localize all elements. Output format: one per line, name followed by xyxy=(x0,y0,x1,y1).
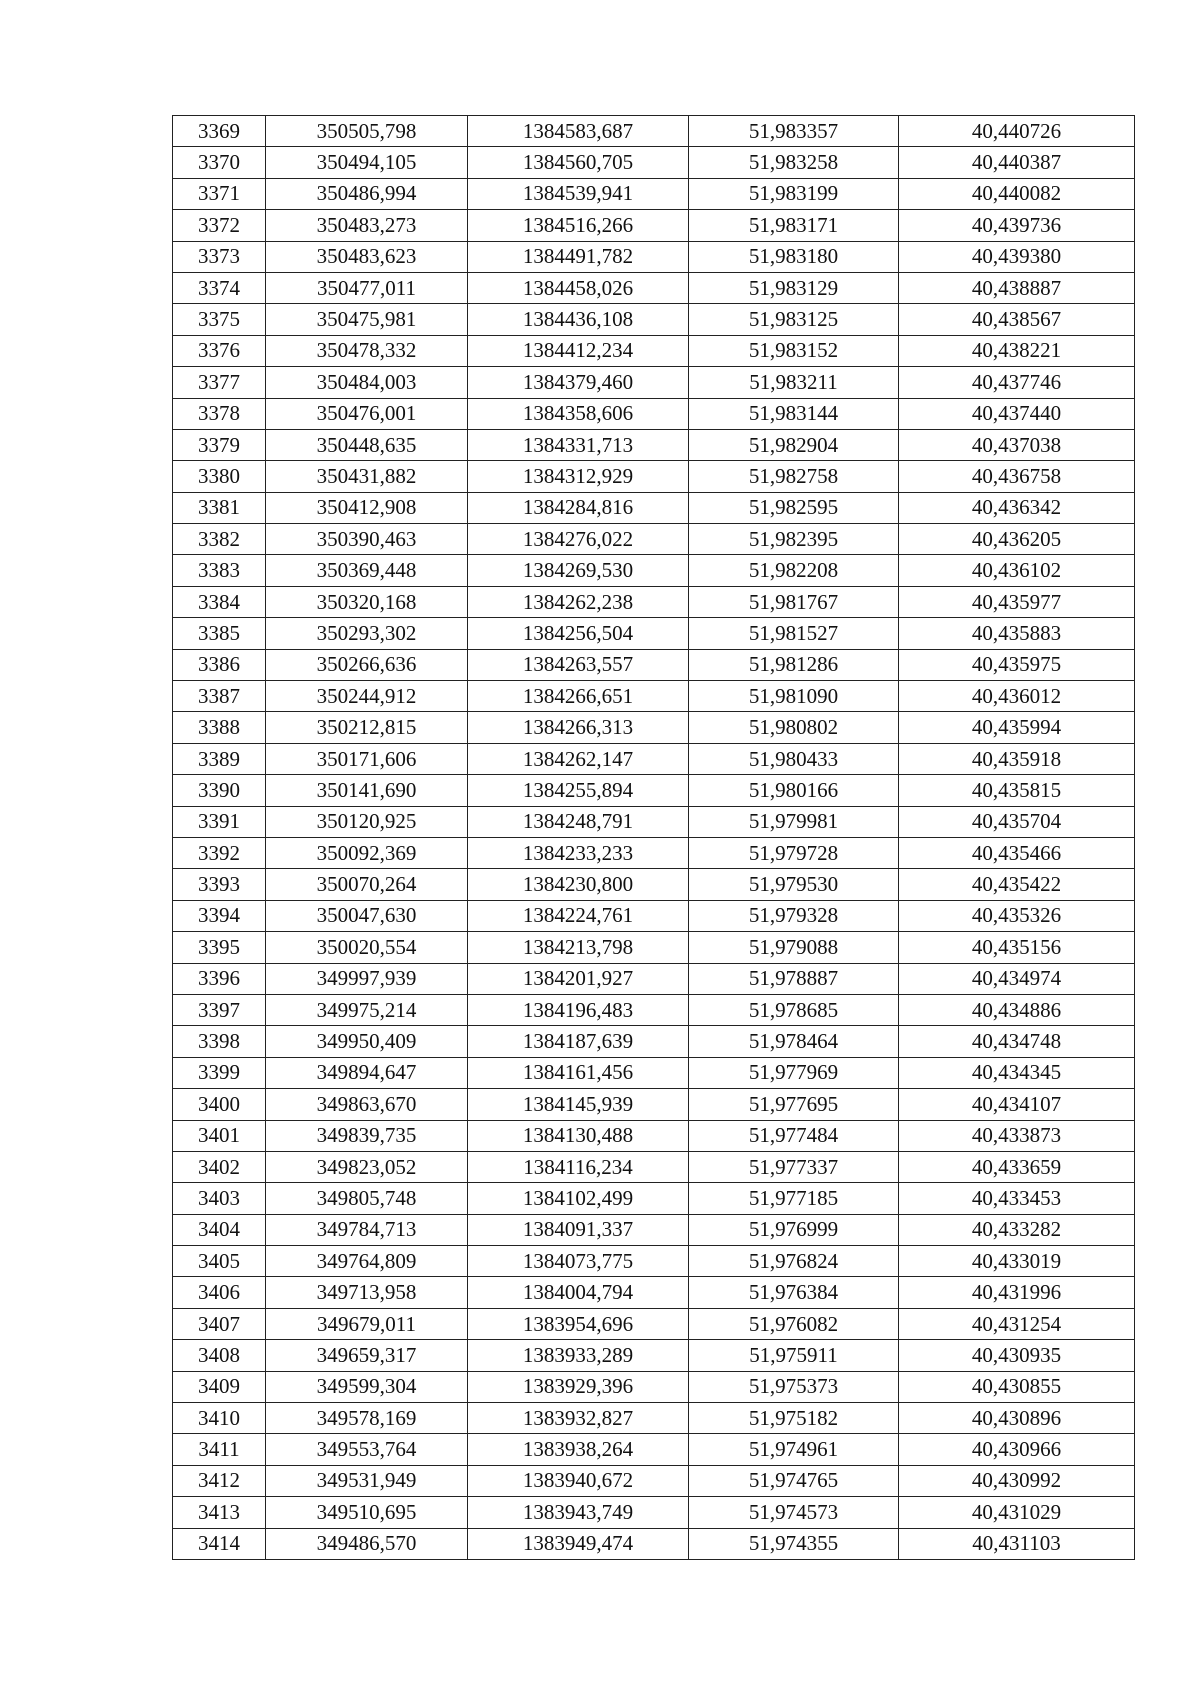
x-coordinate-cell: 350120,925 xyxy=(266,806,468,837)
y-coordinate-cell: 1384255,894 xyxy=(468,775,689,806)
latitude-cell: 51,978464 xyxy=(689,1026,899,1057)
longitude-cell: 40,430855 xyxy=(899,1371,1135,1402)
point-number-cell: 3375 xyxy=(173,304,266,335)
latitude-cell: 51,982904 xyxy=(689,429,899,460)
table-row xyxy=(173,775,1135,806)
longitude-cell: 40,430992 xyxy=(899,1465,1135,1496)
x-coordinate-cell: 350483,623 xyxy=(266,241,468,272)
y-coordinate-cell: 1384233,233 xyxy=(468,837,689,868)
point-number-cell: 3382 xyxy=(173,524,266,555)
y-coordinate-cell: 1384516,266 xyxy=(468,210,689,241)
y-coordinate-cell: 1384312,929 xyxy=(468,461,689,492)
table-row xyxy=(173,681,1135,712)
point-number-cell: 3374 xyxy=(173,272,266,303)
table-row xyxy=(173,837,1135,868)
point-number-cell: 3376 xyxy=(173,335,266,366)
point-number-cell: 3403 xyxy=(173,1183,266,1214)
y-coordinate-cell: 1384491,782 xyxy=(468,241,689,272)
y-coordinate-cell: 1384224,761 xyxy=(468,900,689,931)
x-coordinate-cell: 350244,912 xyxy=(266,681,468,712)
latitude-cell: 51,981527 xyxy=(689,618,899,649)
longitude-cell: 40,434974 xyxy=(899,963,1135,994)
longitude-cell: 40,435466 xyxy=(899,837,1135,868)
point-number-cell: 3410 xyxy=(173,1403,266,1434)
x-coordinate-cell: 349510,695 xyxy=(266,1497,468,1528)
y-coordinate-cell: 1384004,794 xyxy=(468,1277,689,1308)
point-number-cell: 3400 xyxy=(173,1089,266,1120)
x-coordinate-cell: 349997,939 xyxy=(266,963,468,994)
point-number-cell: 3373 xyxy=(173,241,266,272)
longitude-cell: 40,440082 xyxy=(899,178,1135,209)
point-number-cell: 3388 xyxy=(173,712,266,743)
longitude-cell: 40,433659 xyxy=(899,1151,1135,1182)
latitude-cell: 51,983129 xyxy=(689,272,899,303)
latitude-cell: 51,977969 xyxy=(689,1057,899,1088)
longitude-cell: 40,437038 xyxy=(899,429,1135,460)
y-coordinate-cell: 1384331,713 xyxy=(468,429,689,460)
table-row xyxy=(173,524,1135,555)
y-coordinate-cell: 1384091,337 xyxy=(468,1214,689,1245)
table-row xyxy=(173,178,1135,209)
longitude-cell: 40,440726 xyxy=(899,116,1135,147)
longitude-cell: 40,433282 xyxy=(899,1214,1135,1245)
longitude-cell: 40,434345 xyxy=(899,1057,1135,1088)
table-row xyxy=(173,1120,1135,1151)
x-coordinate-cell: 350412,908 xyxy=(266,492,468,523)
latitude-cell: 51,979728 xyxy=(689,837,899,868)
y-coordinate-cell: 1384102,499 xyxy=(468,1183,689,1214)
table-row xyxy=(173,932,1135,963)
latitude-cell: 51,975373 xyxy=(689,1371,899,1402)
longitude-cell: 40,431103 xyxy=(899,1528,1135,1559)
table-row xyxy=(173,1434,1135,1465)
latitude-cell: 51,982595 xyxy=(689,492,899,523)
table-row xyxy=(173,555,1135,586)
table-row xyxy=(173,1246,1135,1277)
x-coordinate-cell: 350171,606 xyxy=(266,743,468,774)
table-row xyxy=(173,1151,1135,1182)
y-coordinate-cell: 1384161,456 xyxy=(468,1057,689,1088)
longitude-cell: 40,434886 xyxy=(899,994,1135,1025)
y-coordinate-cell: 1384230,800 xyxy=(468,869,689,900)
point-number-cell: 3412 xyxy=(173,1465,266,1496)
x-coordinate-cell: 349863,670 xyxy=(266,1089,468,1120)
latitude-cell: 51,981286 xyxy=(689,649,899,680)
y-coordinate-cell: 1384248,791 xyxy=(468,806,689,837)
table-row xyxy=(173,1340,1135,1371)
point-number-cell: 3379 xyxy=(173,429,266,460)
point-number-cell: 3391 xyxy=(173,806,266,837)
longitude-cell: 40,434107 xyxy=(899,1089,1135,1120)
point-number-cell: 3401 xyxy=(173,1120,266,1151)
latitude-cell: 51,982758 xyxy=(689,461,899,492)
table-row xyxy=(173,649,1135,680)
longitude-cell: 40,436102 xyxy=(899,555,1135,586)
point-number-cell: 3411 xyxy=(173,1434,266,1465)
point-number-cell: 3389 xyxy=(173,743,266,774)
longitude-cell: 40,433019 xyxy=(899,1246,1135,1277)
latitude-cell: 51,979328 xyxy=(689,900,899,931)
y-coordinate-cell: 1384262,147 xyxy=(468,743,689,774)
latitude-cell: 51,977484 xyxy=(689,1120,899,1151)
latitude-cell: 51,976999 xyxy=(689,1214,899,1245)
latitude-cell: 51,983180 xyxy=(689,241,899,272)
longitude-cell: 40,435326 xyxy=(899,900,1135,931)
x-coordinate-cell: 349950,409 xyxy=(266,1026,468,1057)
longitude-cell: 40,437440 xyxy=(899,398,1135,429)
x-coordinate-cell: 350475,981 xyxy=(266,304,468,335)
x-coordinate-cell: 350266,636 xyxy=(266,649,468,680)
longitude-cell: 40,435883 xyxy=(899,618,1135,649)
longitude-cell: 40,436342 xyxy=(899,492,1135,523)
table-row xyxy=(173,1371,1135,1402)
point-number-cell: 3380 xyxy=(173,461,266,492)
latitude-cell: 51,983357 xyxy=(689,116,899,147)
latitude-cell: 51,978685 xyxy=(689,994,899,1025)
y-coordinate-cell: 1384187,639 xyxy=(468,1026,689,1057)
table-row xyxy=(173,994,1135,1025)
longitude-cell: 40,439380 xyxy=(899,241,1135,272)
x-coordinate-cell: 350476,001 xyxy=(266,398,468,429)
longitude-cell: 40,435156 xyxy=(899,932,1135,963)
y-coordinate-cell: 1384073,775 xyxy=(468,1246,689,1277)
longitude-cell: 40,435704 xyxy=(899,806,1135,837)
y-coordinate-cell: 1384266,313 xyxy=(468,712,689,743)
longitude-cell: 40,431996 xyxy=(899,1277,1135,1308)
latitude-cell: 51,976082 xyxy=(689,1308,899,1339)
latitude-cell: 51,977695 xyxy=(689,1089,899,1120)
latitude-cell: 51,983171 xyxy=(689,210,899,241)
y-coordinate-cell: 1384358,606 xyxy=(468,398,689,429)
point-number-cell: 3398 xyxy=(173,1026,266,1057)
table-row xyxy=(173,869,1135,900)
table-row xyxy=(173,1497,1135,1528)
x-coordinate-cell: 350320,168 xyxy=(266,586,468,617)
point-number-cell: 3395 xyxy=(173,932,266,963)
x-coordinate-cell: 349713,958 xyxy=(266,1277,468,1308)
point-number-cell: 3387 xyxy=(173,681,266,712)
x-coordinate-cell: 350390,463 xyxy=(266,524,468,555)
x-coordinate-cell: 350293,302 xyxy=(266,618,468,649)
latitude-cell: 51,983152 xyxy=(689,335,899,366)
y-coordinate-cell: 1384256,504 xyxy=(468,618,689,649)
latitude-cell: 51,983199 xyxy=(689,178,899,209)
y-coordinate-cell: 1384130,488 xyxy=(468,1120,689,1151)
point-number-cell: 3407 xyxy=(173,1308,266,1339)
table-row xyxy=(173,335,1135,366)
point-number-cell: 3377 xyxy=(173,367,266,398)
table-row xyxy=(173,116,1135,147)
point-number-cell: 3404 xyxy=(173,1214,266,1245)
table-row xyxy=(173,241,1135,272)
point-number-cell: 3405 xyxy=(173,1246,266,1277)
latitude-cell: 51,974355 xyxy=(689,1528,899,1559)
y-coordinate-cell: 1384262,238 xyxy=(468,586,689,617)
longitude-cell: 40,439736 xyxy=(899,210,1135,241)
longitude-cell: 40,435977 xyxy=(899,586,1135,617)
point-number-cell: 3369 xyxy=(173,116,266,147)
table-row xyxy=(173,963,1135,994)
point-number-cell: 3414 xyxy=(173,1528,266,1559)
x-coordinate-cell: 349599,304 xyxy=(266,1371,468,1402)
x-coordinate-cell: 350020,554 xyxy=(266,932,468,963)
x-coordinate-cell: 350092,369 xyxy=(266,837,468,868)
x-coordinate-cell: 349894,647 xyxy=(266,1057,468,1088)
table-row xyxy=(173,618,1135,649)
point-number-cell: 3397 xyxy=(173,994,266,1025)
x-coordinate-cell: 350486,994 xyxy=(266,178,468,209)
table-row xyxy=(173,1183,1135,1214)
point-number-cell: 3408 xyxy=(173,1340,266,1371)
y-coordinate-cell: 1384213,798 xyxy=(468,932,689,963)
y-coordinate-cell: 1384276,022 xyxy=(468,524,689,555)
table-row xyxy=(173,1026,1135,1057)
latitude-cell: 51,978887 xyxy=(689,963,899,994)
longitude-cell: 40,435918 xyxy=(899,743,1135,774)
point-number-cell: 3392 xyxy=(173,837,266,868)
y-coordinate-cell: 1384266,651 xyxy=(468,681,689,712)
latitude-cell: 51,977337 xyxy=(689,1151,899,1182)
point-number-cell: 3409 xyxy=(173,1371,266,1402)
table-row xyxy=(173,398,1135,429)
longitude-cell: 40,435815 xyxy=(899,775,1135,806)
latitude-cell: 51,974765 xyxy=(689,1465,899,1496)
longitude-cell: 40,440387 xyxy=(899,147,1135,178)
point-number-cell: 3386 xyxy=(173,649,266,680)
y-coordinate-cell: 1383940,672 xyxy=(468,1465,689,1496)
longitude-cell: 40,433453 xyxy=(899,1183,1135,1214)
latitude-cell: 51,974961 xyxy=(689,1434,899,1465)
table-row xyxy=(173,586,1135,617)
longitude-cell: 40,438221 xyxy=(899,335,1135,366)
latitude-cell: 51,975182 xyxy=(689,1403,899,1434)
latitude-cell: 51,980433 xyxy=(689,743,899,774)
latitude-cell: 51,976824 xyxy=(689,1246,899,1277)
latitude-cell: 51,979530 xyxy=(689,869,899,900)
y-coordinate-cell: 1383932,827 xyxy=(468,1403,689,1434)
y-coordinate-cell: 1384539,941 xyxy=(468,178,689,209)
point-number-cell: 3370 xyxy=(173,147,266,178)
table-row xyxy=(173,272,1135,303)
y-coordinate-cell: 1384560,705 xyxy=(468,147,689,178)
longitude-cell: 40,430966 xyxy=(899,1434,1135,1465)
coordinate-table xyxy=(172,115,1135,1560)
point-number-cell: 3381 xyxy=(173,492,266,523)
y-coordinate-cell: 1383929,396 xyxy=(468,1371,689,1402)
x-coordinate-cell: 349839,735 xyxy=(266,1120,468,1151)
y-coordinate-cell: 1384269,530 xyxy=(468,555,689,586)
latitude-cell: 51,983144 xyxy=(689,398,899,429)
y-coordinate-cell: 1384196,483 xyxy=(468,994,689,1025)
point-number-cell: 3390 xyxy=(173,775,266,806)
x-coordinate-cell: 350478,332 xyxy=(266,335,468,366)
x-coordinate-cell: 349553,764 xyxy=(266,1434,468,1465)
y-coordinate-cell: 1384145,939 xyxy=(468,1089,689,1120)
latitude-cell: 51,983211 xyxy=(689,367,899,398)
x-coordinate-cell: 350070,264 xyxy=(266,869,468,900)
y-coordinate-cell: 1384412,234 xyxy=(468,335,689,366)
table-row xyxy=(173,1528,1135,1559)
longitude-cell: 40,434748 xyxy=(899,1026,1135,1057)
y-coordinate-cell: 1383949,474 xyxy=(468,1528,689,1559)
x-coordinate-cell: 350483,273 xyxy=(266,210,468,241)
point-number-cell: 3385 xyxy=(173,618,266,649)
y-coordinate-cell: 1384201,927 xyxy=(468,963,689,994)
longitude-cell: 40,436205 xyxy=(899,524,1135,555)
longitude-cell: 40,433873 xyxy=(899,1120,1135,1151)
x-coordinate-cell: 350369,448 xyxy=(266,555,468,586)
latitude-cell: 51,979088 xyxy=(689,932,899,963)
y-coordinate-cell: 1384458,026 xyxy=(468,272,689,303)
point-number-cell: 3396 xyxy=(173,963,266,994)
y-coordinate-cell: 1384436,108 xyxy=(468,304,689,335)
longitude-cell: 40,435975 xyxy=(899,649,1135,680)
x-coordinate-cell: 349659,317 xyxy=(266,1340,468,1371)
latitude-cell: 51,983125 xyxy=(689,304,899,335)
y-coordinate-cell: 1383943,749 xyxy=(468,1497,689,1528)
point-number-cell: 3383 xyxy=(173,555,266,586)
point-number-cell: 3393 xyxy=(173,869,266,900)
x-coordinate-cell: 349531,949 xyxy=(266,1465,468,1496)
y-coordinate-cell: 1383954,696 xyxy=(468,1308,689,1339)
point-number-cell: 3406 xyxy=(173,1277,266,1308)
x-coordinate-cell: 349764,809 xyxy=(266,1246,468,1277)
point-number-cell: 3378 xyxy=(173,398,266,429)
x-coordinate-cell: 350141,690 xyxy=(266,775,468,806)
table-row xyxy=(173,367,1135,398)
table-row xyxy=(173,806,1135,837)
table-row xyxy=(173,1214,1135,1245)
longitude-cell: 40,430896 xyxy=(899,1403,1135,1434)
longitude-cell: 40,438567 xyxy=(899,304,1135,335)
point-number-cell: 3394 xyxy=(173,900,266,931)
latitude-cell: 51,977185 xyxy=(689,1183,899,1214)
latitude-cell: 51,980802 xyxy=(689,712,899,743)
table-row xyxy=(173,1277,1135,1308)
latitude-cell: 51,981767 xyxy=(689,586,899,617)
x-coordinate-cell: 350047,630 xyxy=(266,900,468,931)
longitude-cell: 40,430935 xyxy=(899,1340,1135,1371)
table-row xyxy=(173,712,1135,743)
table-row xyxy=(173,1403,1135,1434)
table-row xyxy=(173,1308,1135,1339)
y-coordinate-cell: 1384284,816 xyxy=(468,492,689,523)
latitude-cell: 51,983258 xyxy=(689,147,899,178)
point-number-cell: 3402 xyxy=(173,1151,266,1182)
longitude-cell: 40,431029 xyxy=(899,1497,1135,1528)
x-coordinate-cell: 350505,798 xyxy=(266,116,468,147)
table-row xyxy=(173,492,1135,523)
table-row xyxy=(173,210,1135,241)
table-row xyxy=(173,1089,1135,1120)
latitude-cell: 51,974573 xyxy=(689,1497,899,1528)
y-coordinate-cell: 1383938,264 xyxy=(468,1434,689,1465)
x-coordinate-cell: 349486,570 xyxy=(266,1528,468,1559)
x-coordinate-cell: 349784,713 xyxy=(266,1214,468,1245)
table-row xyxy=(173,900,1135,931)
latitude-cell: 51,976384 xyxy=(689,1277,899,1308)
y-coordinate-cell: 1383933,289 xyxy=(468,1340,689,1371)
x-coordinate-cell: 350477,011 xyxy=(266,272,468,303)
table-row xyxy=(173,1057,1135,1088)
latitude-cell: 51,980166 xyxy=(689,775,899,806)
longitude-cell: 40,435422 xyxy=(899,869,1135,900)
table-row xyxy=(173,147,1135,178)
y-coordinate-cell: 1384583,687 xyxy=(468,116,689,147)
x-coordinate-cell: 350448,635 xyxy=(266,429,468,460)
x-coordinate-cell: 349823,052 xyxy=(266,1151,468,1182)
x-coordinate-cell: 350431,882 xyxy=(266,461,468,492)
point-number-cell: 3399 xyxy=(173,1057,266,1088)
longitude-cell: 40,438887 xyxy=(899,272,1135,303)
y-coordinate-cell: 1384379,460 xyxy=(468,367,689,398)
longitude-cell: 40,436758 xyxy=(899,461,1135,492)
longitude-cell: 40,435994 xyxy=(899,712,1135,743)
table-row xyxy=(173,304,1135,335)
y-coordinate-cell: 1384263,557 xyxy=(468,649,689,680)
latitude-cell: 51,981090 xyxy=(689,681,899,712)
x-coordinate-cell: 350212,815 xyxy=(266,712,468,743)
x-coordinate-cell: 349975,214 xyxy=(266,994,468,1025)
point-number-cell: 3413 xyxy=(173,1497,266,1528)
point-number-cell: 3372 xyxy=(173,210,266,241)
latitude-cell: 51,979981 xyxy=(689,806,899,837)
y-coordinate-cell: 1384116,234 xyxy=(468,1151,689,1182)
coordinate-table-body xyxy=(173,116,1135,1560)
table-row xyxy=(173,461,1135,492)
table-row xyxy=(173,1465,1135,1496)
longitude-cell: 40,431254 xyxy=(899,1308,1135,1339)
x-coordinate-cell: 349805,748 xyxy=(266,1183,468,1214)
latitude-cell: 51,982395 xyxy=(689,524,899,555)
table-row xyxy=(173,429,1135,460)
longitude-cell: 40,437746 xyxy=(899,367,1135,398)
table-row xyxy=(173,743,1135,774)
x-coordinate-cell: 349578,169 xyxy=(266,1403,468,1434)
point-number-cell: 3384 xyxy=(173,586,266,617)
point-number-cell: 3371 xyxy=(173,178,266,209)
latitude-cell: 51,975911 xyxy=(689,1340,899,1371)
x-coordinate-cell: 350494,105 xyxy=(266,147,468,178)
longitude-cell: 40,436012 xyxy=(899,681,1135,712)
x-coordinate-cell: 349679,011 xyxy=(266,1308,468,1339)
latitude-cell: 51,982208 xyxy=(689,555,899,586)
x-coordinate-cell: 350484,003 xyxy=(266,367,468,398)
